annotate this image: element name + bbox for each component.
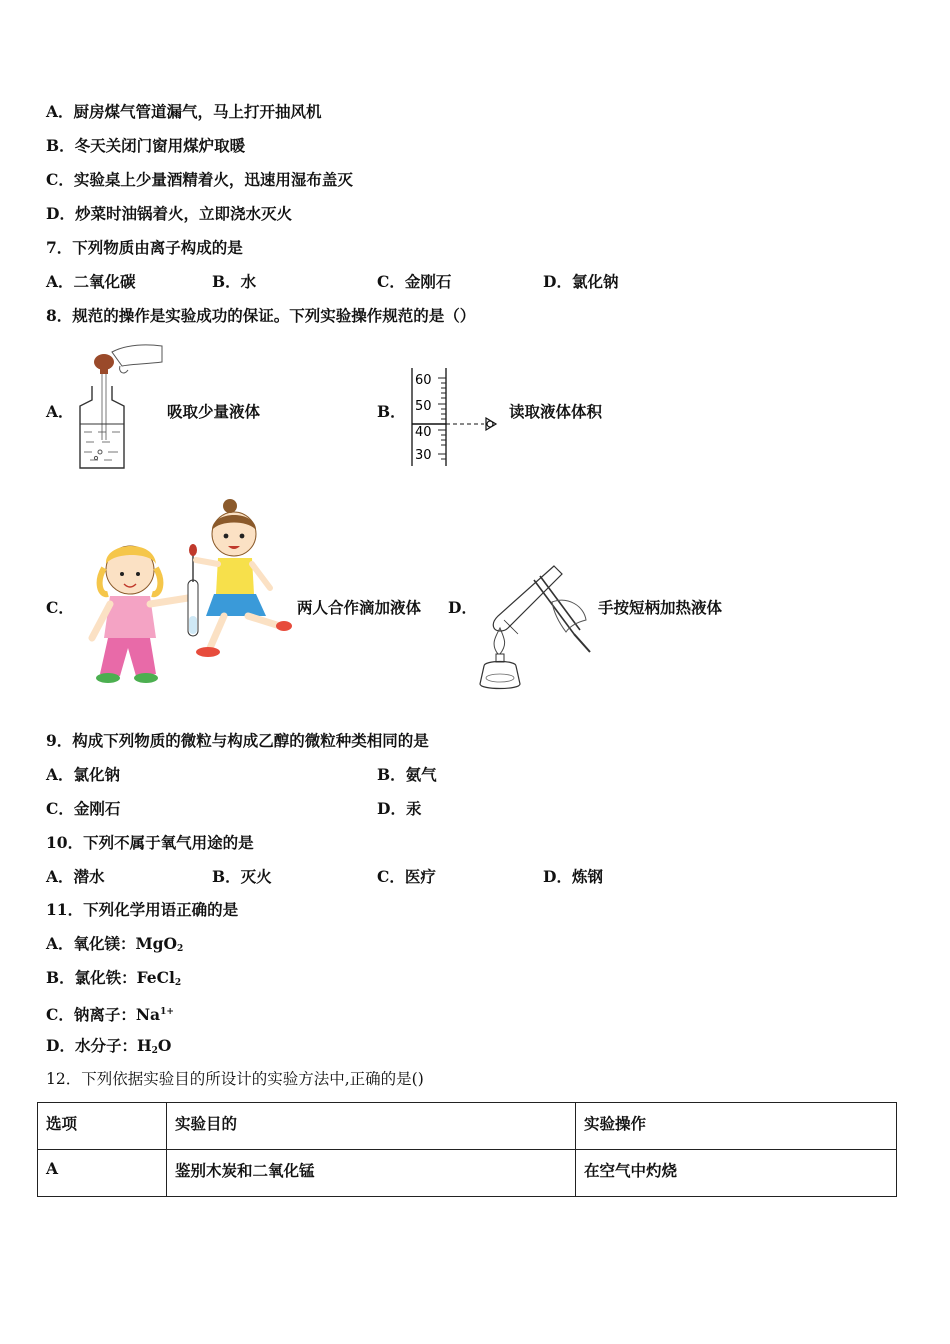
dropper-bottle-figure bbox=[72, 340, 167, 470]
q11-option-c: C．钠离子：$Na^{1+}$ bbox=[46, 1005, 174, 1024]
scale-label-60: 60 bbox=[415, 373, 432, 388]
q8-b-text: 读取液体体积 bbox=[509, 402, 603, 421]
table-cell: A bbox=[38, 1150, 167, 1197]
heating-test-tube-figure bbox=[474, 562, 596, 692]
table-cell: 在空气中灼烧 bbox=[576, 1150, 897, 1197]
q9-option-c: C．金刚石 bbox=[46, 799, 121, 818]
q7-option-b: B．水 bbox=[212, 272, 257, 291]
scale-label-40: 40 bbox=[415, 425, 432, 440]
q10-option-b: B．灭火 bbox=[212, 867, 272, 886]
q8-a-text: 吸取少量液体 bbox=[167, 402, 261, 421]
table-header-cell: 选项 bbox=[38, 1103, 167, 1150]
table-row bbox=[38, 1150, 897, 1197]
q7-option-c: C．金刚石 bbox=[377, 272, 452, 291]
q8-c-letter: C． bbox=[46, 598, 74, 617]
q9-option-a: A．氯化钠 bbox=[46, 765, 121, 784]
q9-option-b: B．氨气 bbox=[377, 765, 437, 784]
q10-option-a: A．潜水 bbox=[46, 867, 105, 886]
q8-d-letter: D． bbox=[448, 598, 477, 617]
table-header-cell: 实验操作 bbox=[576, 1103, 897, 1150]
scale-label-30: 30 bbox=[415, 448, 432, 463]
q9-option-d: D．汞 bbox=[377, 799, 422, 818]
table-header-cell: 实验目的 bbox=[167, 1103, 576, 1150]
option-d-prev: D．炒菜时油锅着火，立即浇水灭火 bbox=[46, 204, 292, 223]
q11-option-d: D．水分子：$H_2O$ bbox=[46, 1036, 172, 1056]
table-cell: 鉴别木炭和二氧化锰 bbox=[167, 1150, 576, 1197]
q9-stem: 9．构成下列物质的微粒与构成乙醇的微粒种类相同的是 bbox=[46, 731, 429, 750]
table-header-row bbox=[38, 1103, 897, 1150]
q8-stem: 8．规范的操作是实验成功的保证。下列实验操作规范的是（） bbox=[46, 306, 476, 325]
q10-option-c: C．医疗 bbox=[377, 867, 436, 886]
q7-option-d: D．氯化钠 bbox=[543, 272, 619, 291]
q8-c-text: 两人合作滴加液体 bbox=[297, 598, 422, 617]
scale-label-50: 50 bbox=[415, 399, 432, 414]
q11-option-b: B．氯化铁：FeCl$_2$ bbox=[46, 968, 182, 988]
q8-b-letter: B． bbox=[377, 402, 406, 421]
option-c-prev: C．实验桌上少量酒精着火，迅速用湿布盖灭 bbox=[46, 170, 353, 189]
q12-stem: 12．下列依据实验目的所设计的实验方法中,正确的是() bbox=[46, 1070, 424, 1088]
q10-stem: 10．下列不属于氧气用途的是 bbox=[46, 833, 254, 852]
q11-option-a: A．氧化镁：MgO$_2$ bbox=[46, 934, 184, 954]
q8-d-text: 手按短柄加热液体 bbox=[598, 598, 723, 617]
q10-option-d: D．炼钢 bbox=[543, 867, 603, 886]
q12-table bbox=[37, 1102, 897, 1197]
q8-a-letter: A． bbox=[46, 402, 74, 421]
q11-stem: 11．下列化学用语正确的是 bbox=[46, 900, 239, 919]
q7-option-a: A．二氧化碳 bbox=[46, 272, 136, 291]
option-b-prev: B．冬天关闭门窗用煤炉取暖 bbox=[46, 136, 246, 155]
graduated-cylinder-figure bbox=[404, 366, 504, 468]
two-kids-dropping-liquid-figure bbox=[84, 498, 294, 690]
q7-stem: 7．下列物质由离子构成的是 bbox=[46, 238, 243, 257]
option-a-prev: A．厨房煤气管道漏气，马上打开抽风机 bbox=[46, 102, 322, 121]
